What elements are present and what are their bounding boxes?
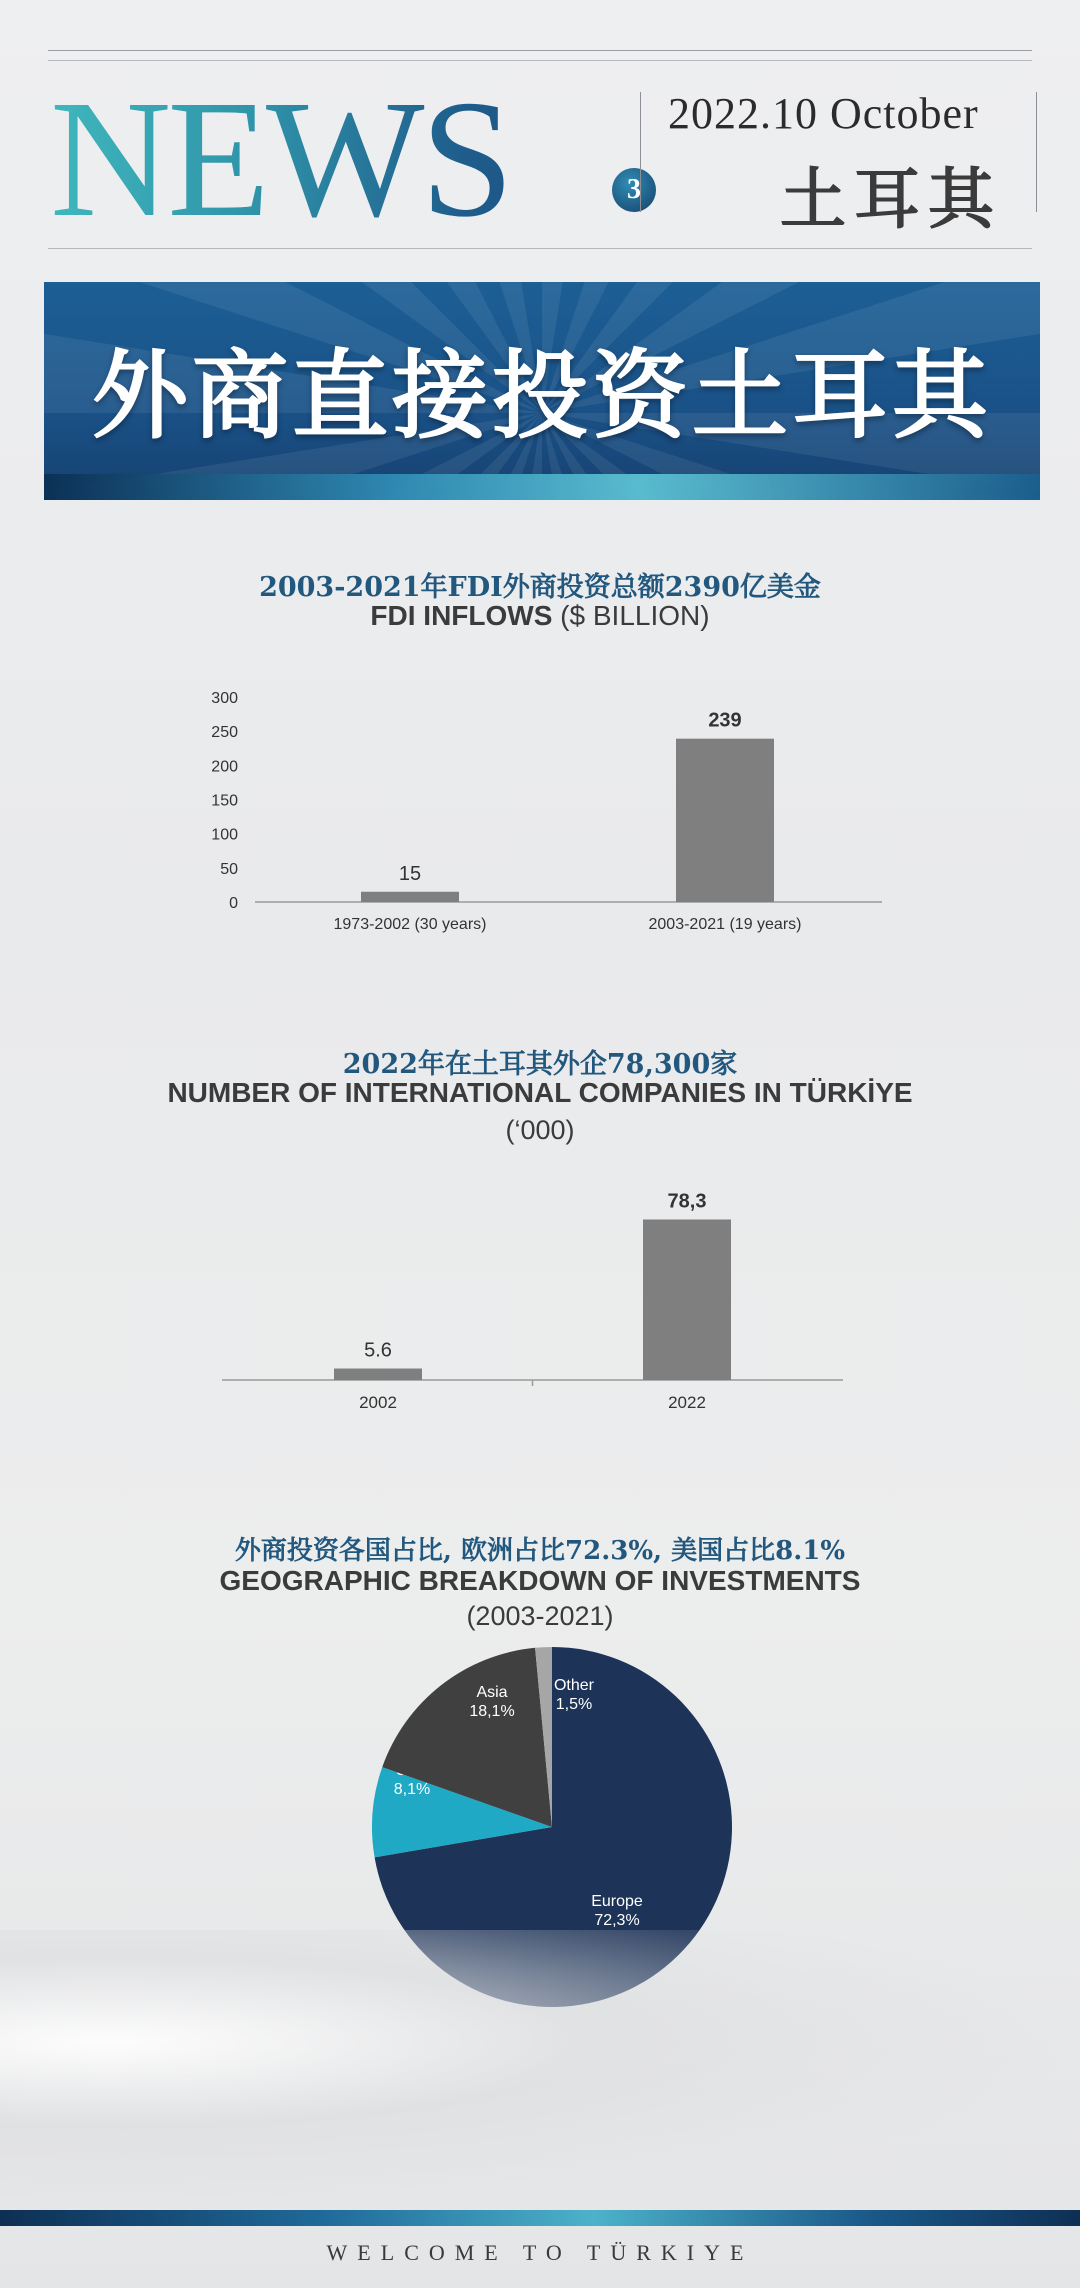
geo-chart-period: (2003-2021) (466, 1601, 614, 1631)
x-tick-label: 2022 (668, 1393, 706, 1412)
pie-slice-label: Asia (476, 1684, 508, 1701)
y-tick-label: 150 (211, 792, 238, 810)
header-bottom-rule (48, 248, 1032, 249)
y-tick-label: 0 (229, 895, 238, 912)
pie-slice-label: Europe (591, 1893, 643, 1910)
issue-number-badge: 3 (612, 168, 656, 212)
x-tick-label: 1973-2002 (30 years) (333, 916, 487, 933)
header-divider-left (640, 92, 641, 212)
footer-band (0, 2210, 1080, 2226)
geo-chart-en-title: GEOGRAPHIC BREAKDOWN OF INVESTMENTS (219, 1565, 861, 1596)
companies-chart-cn-title: 2022年在土耳其外企78,300家 (342, 1049, 738, 1080)
fdi-chart-en-title-bold: FDI INFLOWS (370, 600, 553, 631)
news-logo: NEWS (50, 72, 640, 247)
bar (334, 1369, 422, 1380)
pie-slice-value: 8,1% (393, 1781, 431, 1798)
footer-tagline: WELCOME TO TÜRKIYE (326, 2240, 754, 2265)
x-tick-label: 2003-2021 (19 years) (648, 916, 802, 933)
bar-value-label: 239 (708, 709, 742, 732)
companies-chart-unit: (‘000) (505, 1115, 575, 1145)
pie-slice-value: 72,3% (594, 1912, 640, 1929)
geo-chart-cn-title: 外商投资各国占比, 欧洲占比72.3%, 美国占比8.1% (234, 1536, 846, 1566)
pie-slice-value: 18,1% (469, 1703, 515, 1720)
companies-bar-chart (0, 1165, 1080, 1425)
fdi-bar-chart (0, 670, 1080, 950)
title-banner (44, 282, 1040, 500)
header-top-rule (48, 50, 1032, 51)
banner-wave-stripe (44, 474, 1040, 500)
header-divider-right (1036, 92, 1037, 212)
banner-title: 外商直接投资土耳其 (92, 340, 992, 452)
bar-value-label: 5.6 (364, 1339, 392, 1362)
y-tick-label: 250 (211, 724, 238, 742)
fdi-chart-en-title-unit: ($ BILLION) (552, 600, 710, 631)
geo-pie-chart (0, 1640, 1080, 2020)
companies-chart-en-title: NUMBER OF INTERNATIONAL COMPANIES IN TÜRKİYE (167, 1077, 913, 1108)
issue-date: 2022.10 October (668, 89, 979, 138)
bar (361, 892, 459, 902)
header-top-rule-inner (48, 60, 1032, 61)
y-tick-label: 100 (211, 826, 238, 844)
pie-slice-value: 1,5% (555, 1696, 593, 1713)
bar-value-label: 78,3 (667, 1190, 707, 1213)
bar-value-label: 15 (398, 862, 422, 885)
country-title: 土耳其 (780, 160, 1002, 238)
bar (643, 1219, 731, 1380)
bar (676, 739, 774, 902)
y-tick-label: 300 (211, 690, 238, 707)
fdi-chart-en-title (0, 600, 1080, 632)
x-tick-label: 2002 (359, 1393, 397, 1412)
pie-slice-label: Other (553, 1677, 595, 1694)
y-tick-label: 50 (220, 860, 238, 878)
fdi-chart-cn-title: 2003-2021年FDI外商投资总额2390亿美金 (259, 572, 821, 603)
y-tick-label: 200 (211, 758, 238, 776)
